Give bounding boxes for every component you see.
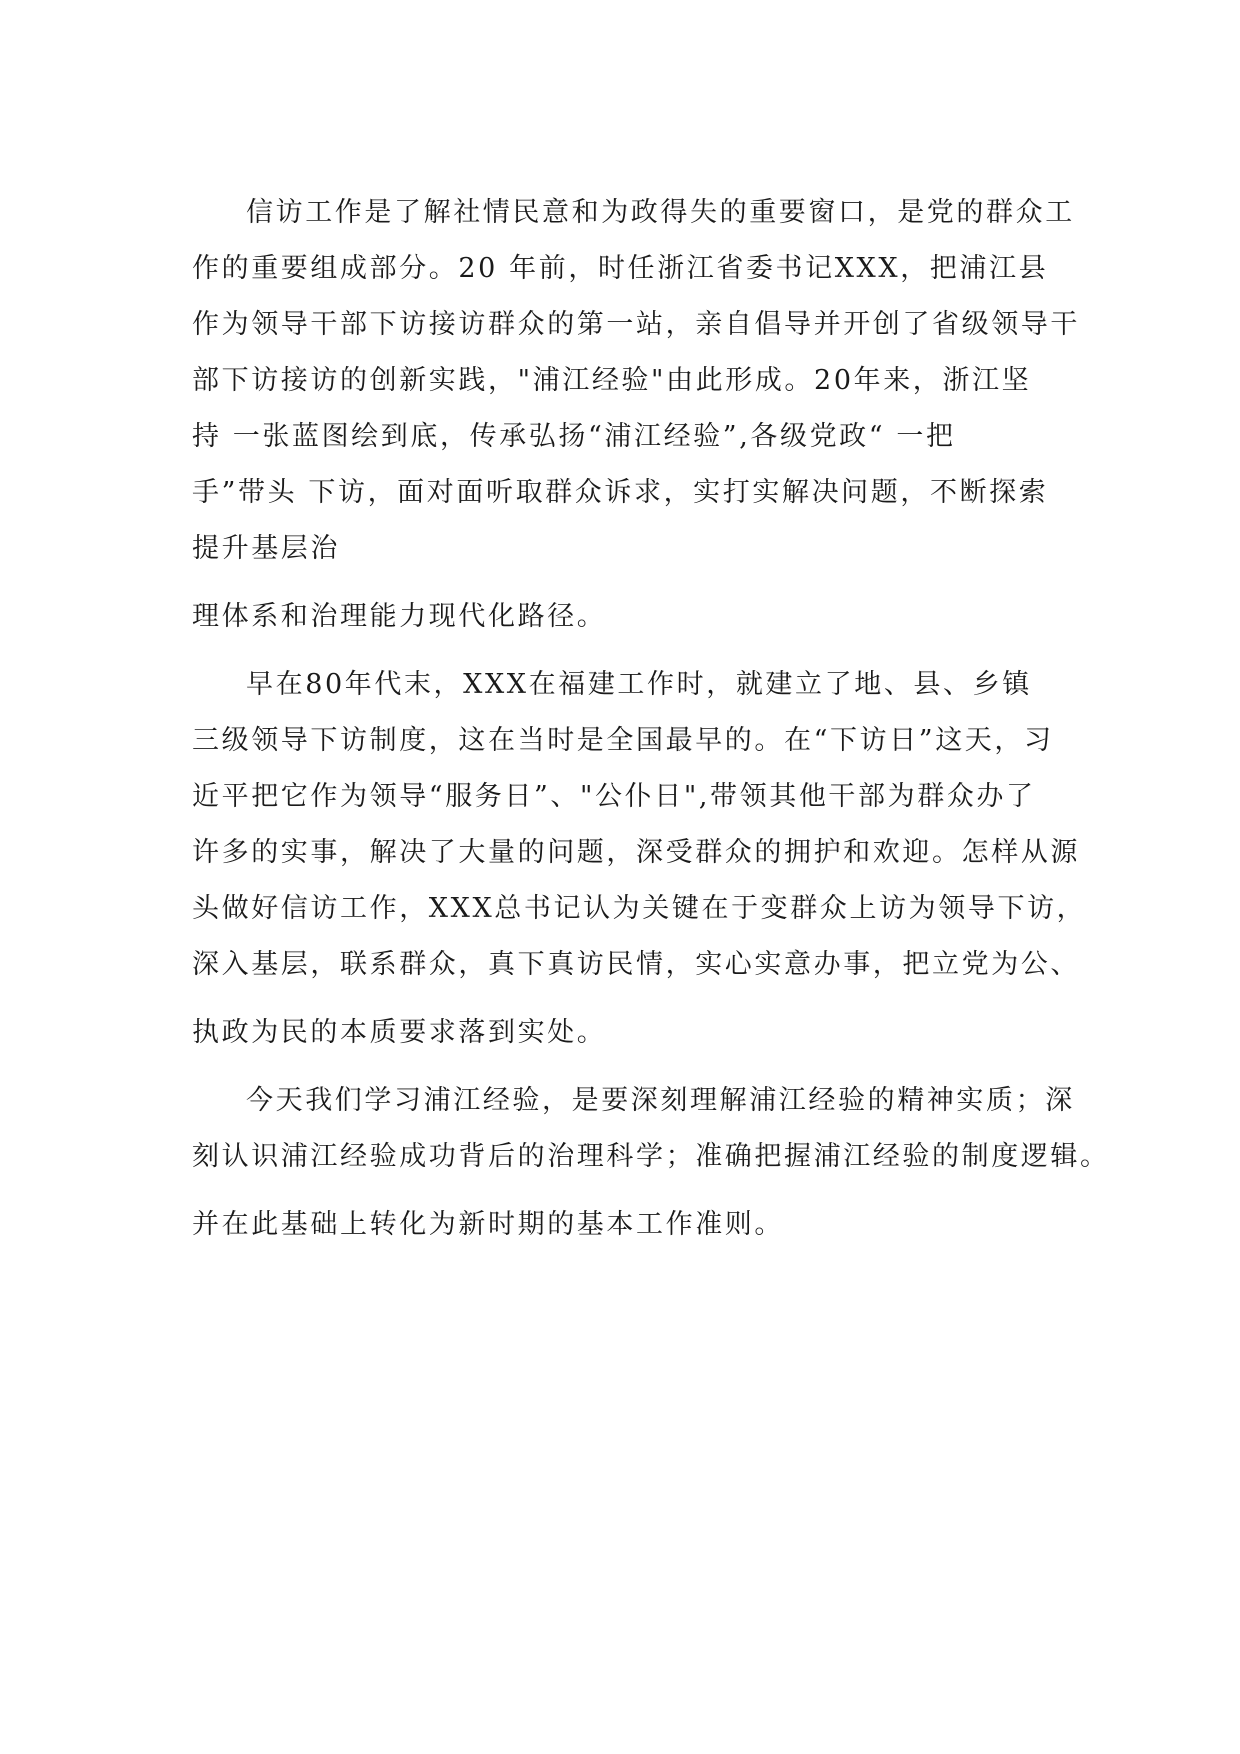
paragraph-1-line-8: 理体系和治理能力现代化路径。 <box>192 601 607 632</box>
paragraph-3-line-3: 并在此基础上转化为新时期的基本工作准则。 <box>192 1209 784 1240</box>
paragraph-3-line-1: 今天我们学习浦江经验，是要深刻理解浦江经验的精神实质；深 <box>246 1085 1075 1116</box>
paragraph-2-line-4: 许多的实事，解决了大量的问题，深受群众的拥护和欢迎。怎样从源 <box>192 837 1080 868</box>
paragraph-1-line-4: 部下访接访的创新实践，"浦江经验"由此形成。20年来，浙江坚 <box>192 365 1032 396</box>
paragraph-1-line-7: 提升基层治 <box>192 533 340 564</box>
paragraph-2-line-3: 近平把它作为领导“服务日”、"公仆日",带领其他干部为群众办了 <box>192 781 1036 812</box>
paragraph-2-line-1: 早在80年代末，XXX在福建工作时，就建立了地、县、乡镇 <box>246 669 1032 700</box>
paragraph-2-line-5: 头做好信访工作，XXX总书记认为关键在于变群众上访为领导下访， <box>192 893 1087 924</box>
paragraph-1-line-3: 作为领导干部下访接访群众的第一站，亲自倡导并开创了省级领导干 <box>192 309 1080 340</box>
paragraph-2-line-2: 三级领导下访制度，这在当时是全国最早的。在“下访日”这天，习 <box>192 725 1054 756</box>
paragraph-1-line-1: 信访工作是了解社情民意和为政得失的重要窗口，是党的群众工 <box>246 197 1075 228</box>
paragraph-1-line-5: 持 一张蓝图绘到底，传承弘扬“浦江经验”,各级党政“ 一把 <box>192 421 956 452</box>
paragraph-3-line-2: 刻认识浦江经验成功背后的治理科学；准确把握浦江经验的制度逻辑。 <box>192 1141 1110 1172</box>
paragraph-1-line-6: 手”带头 下访，面对面听取群众诉求，实打实解决问题，不断探索 <box>192 477 1049 508</box>
paragraph-2-line-6: 深入基层，联系群众，真下真访民情，实心实意办事，把立党为公、 <box>192 949 1080 980</box>
paragraph-2-line-7: 执政为民的本质要求落到实处。 <box>192 1017 607 1048</box>
paragraph-1-line-2: 作的重要组成部分。20 年前，时任浙江省委书记XXX，把浦江县 <box>192 253 1049 284</box>
footer-source-text <box>0 1678 1240 1722</box>
